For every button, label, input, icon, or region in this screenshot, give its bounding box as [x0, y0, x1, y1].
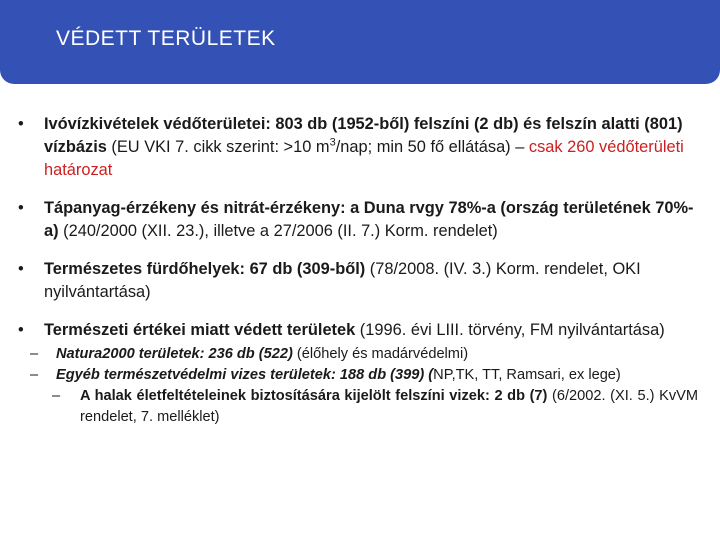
bullet-dot: • [18, 115, 24, 133]
bullet-text: /nap; min 50 fő ellátása) – [335, 138, 529, 156]
sub-item [18, 344, 698, 365]
sub-item-text: (6/2002. (XI. 5.) KvVM rendelet, 7. melléklet) [80, 388, 699, 425]
sub-item-bold-text: A halak életfeltételeinek biztosítására kijelölt felszíni vizek: 2 db (7) [80, 388, 548, 404]
sub-item [18, 386, 698, 428]
dash-marker: – [30, 346, 39, 362]
dash-marker: – [30, 367, 39, 383]
bullet-item [18, 113, 698, 182]
slide-content [18, 113, 698, 428]
bullet-bold-text: Természeti értékei miatt védett területek [44, 321, 356, 339]
sub-item-bold-text: Egyéb természetvédelmi vizes területek: 188 db (399) ( [56, 367, 434, 383]
bullet-text: (EU VKI 7. cikk szerint: >10 m [106, 138, 330, 156]
bullet-bold-text: Természetes fürdőhelyek: 67 db (309-ből) [44, 260, 366, 278]
bullet-item [18, 258, 698, 304]
slide-title: VÉDETT TERÜLETEK [56, 27, 276, 50]
bullet-text: (78/2008. (IV. 3.) Korm. rendelet, OKI nyilvántartása) [44, 260, 641, 301]
sub-item-bold-text: Natura2000 területek: 236 db (522) [56, 346, 293, 362]
bullet-text: (240/2000 (XII. 23.), illetve a 27/2006 (II. 7.) Korm. rendelet) [58, 222, 498, 240]
slide-header [0, 0, 720, 84]
bullet-item [18, 197, 698, 243]
dash-marker: – [52, 388, 61, 404]
bullet-dot: • [18, 199, 24, 217]
bullet-item [18, 319, 698, 342]
bullet-bold-text: Ivóvízkivételek védőterületei: 803 db (1952-ből) felszíni (2 db) és felszín alatti (801) vízbázis [44, 115, 683, 156]
sub-item [18, 365, 698, 386]
superscript: 3 [329, 136, 336, 149]
bullet-red-text: csak 260 védőterületi határozat [44, 138, 684, 179]
sub-item-text: NP,TK, TT, Ramsari, ex lege) [433, 367, 621, 383]
bullet-bold-text: Tápanyag-érzékeny és nitrát-érzékeny: a Duna rvgy 78%-a (ország területének 70%-a) [44, 199, 694, 240]
bullet-dot: • [18, 260, 24, 278]
bullet-text: (1996. évi LIII. törvény, FM nyilvántartása) [355, 321, 665, 339]
bullet-dot: • [18, 321, 24, 339]
sub-item-text: (élőhely és madárvédelmi) [292, 346, 469, 362]
